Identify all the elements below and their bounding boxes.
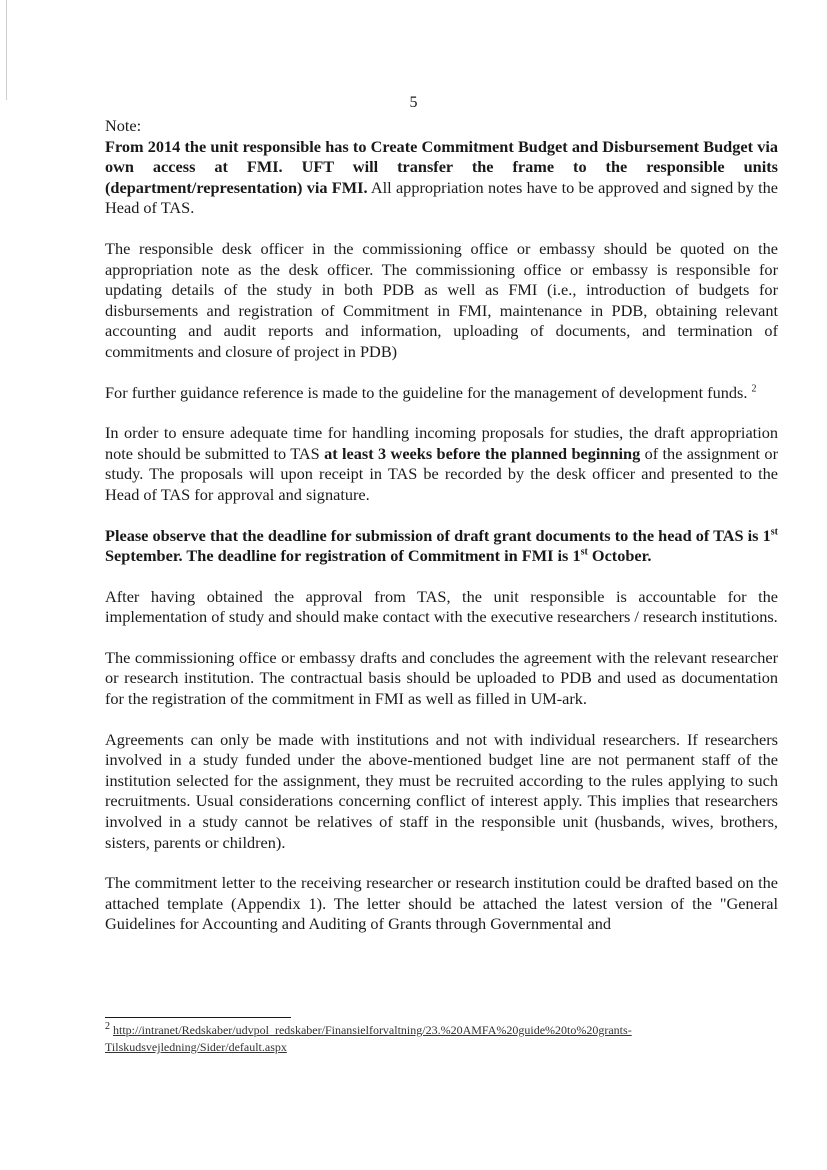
document-body	[105, 116, 778, 955]
body-text: For further guidance reference is made to the guideline for the management of development funds.	[105, 382, 752, 402]
paragraph-commitment-letter: The commitment letter to the receiving researcher or research institution could be drafted based on the attached template (Appendix 1). The letter should be attached the latest version of the "General Guidelines for Accounting and Auditing of Grants through Governmental and	[105, 873, 778, 934]
emphasis-text: at least 3 weeks before the planned beginning	[324, 443, 641, 463]
deadline-part: October.	[587, 546, 652, 566]
paragraph-desk-officer: The responsible desk officer in the commissioning office or embassy should be quoted on the appropriation note as the desk officer. The commissioning office or embassy is responsible for updating details of the study in both PDB as well as FMI (i.e., introduction of budgets for disbursements and registration of Commitment in FMI, maintenance in PDB, obtaining relevant accounting and audit reports and information, uploading of documents, and termination of commitments and closure of project in PDB)	[105, 238, 778, 361]
footnote-divider	[105, 1017, 291, 1018]
ordinal-suffix: st	[580, 546, 588, 558]
note-label: Note:	[105, 116, 142, 135]
footnote-number: 2	[105, 1021, 110, 1032]
deadline-text	[105, 526, 778, 566]
deadline-part: Please observe that the deadline for submission of draft grant documents to the head of TAS is 1	[105, 525, 771, 545]
paragraph-institutions: Agreements can only be made with institutions and not with individual researchers. If researchers involved in a study funded under the above-mentioned budget line are not permanent staff of the institution selected for the assignment, they must be recruited according to the rules applying to such recruitments. Usual considerations concerning conflict of interest apply. This implies that researchers involved in a study cannot be relatives of staff in the responsible unit (husbands, wives, brothers, sisters, parents or children).	[105, 729, 778, 852]
footnote-link[interactable]: http://intranet/Redskaber/udvpol_redskaber/Finansielforvaltning/23.%20AMFA%20guide%20to%20grants-Tilskudsvejledning/Sider/default.aspx	[105, 1023, 632, 1054]
ordinal-suffix: st	[770, 526, 778, 538]
paragraph-submission-timing	[105, 423, 778, 505]
footnote-reference: 2	[751, 383, 757, 395]
margin-line	[6, 0, 7, 100]
body-text: All appropriation notes have to be approved and signed by the Head of TAS.	[105, 177, 778, 218]
paragraph-agreement: The commissioning office or embassy drafts and concludes the agreement with the relevant researcher or research institution. The contractual basis should be uploaded to PDB and used as documentation for the registration of the commitment in FMI as well as filled in UM-ark.	[105, 647, 778, 709]
deadline-part: September. The deadline for registration of Commitment in FMI is 1	[105, 546, 581, 566]
page-number: 5	[409, 94, 418, 111]
body-text: In order to ensure adequate time for handling incoming proposals for studies, the draft appropriation note should be submitted to TAS	[105, 423, 778, 463]
paragraph-guidance	[105, 383, 778, 404]
footnote	[105, 1022, 778, 1056]
emphasis-text: From 2014 the unit responsible has to Create Commitment Budget and Disbursement Budget via own access at FMI. UFT will transfer the frame to the responsible units (department/representation) via FMI.	[105, 136, 778, 197]
paragraph-deadlines	[105, 526, 778, 567]
paragraph-fmi-commitment	[105, 137, 778, 219]
paragraph-approval: After having obtained the approval from TAS, the unit responsible is accountable for the implementation of study and should make contact with the executive researchers / research institutions.	[105, 586, 778, 627]
body-text: of the assignment or study. The proposals will upon receipt in TAS be recorded by the desk officer and presented to the Head of TAS for approval and signature.	[105, 443, 778, 504]
